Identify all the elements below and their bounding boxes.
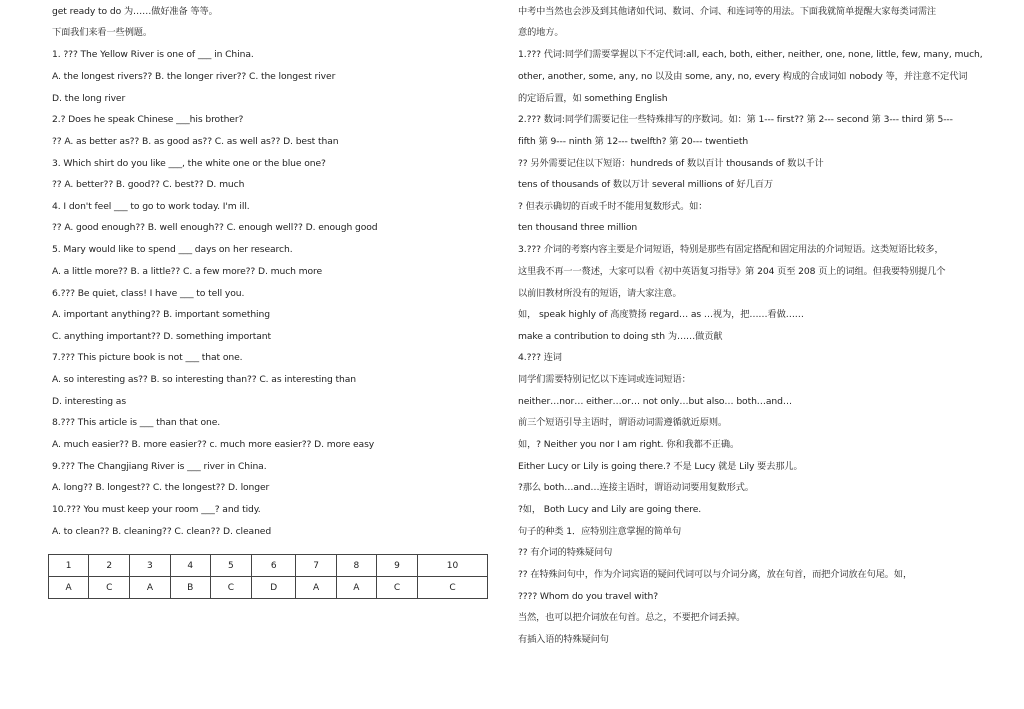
option-line: ?? A. as better as?? B. as good as?? C. as well as?? D. best than xyxy=(52,136,339,147)
answer-cell: D xyxy=(251,577,296,599)
text-line: tens of thousands of 数以万计 several millions of 好几百万 xyxy=(518,179,773,190)
text-line: 如， speak highly of 高度赞扬 regard… as …视为，把……看做…… xyxy=(518,309,804,320)
text-line: 2.??? 数词:同学们需要记住一些特殊排写的序数词。如：第 1--- first?? 第 2--- second 第 3--- third 第 5--- xyxy=(518,114,953,125)
answer-cell: C xyxy=(377,577,418,599)
text-line: 3.??? 介词的考察内容主要是介词短语，特别是那些有固定搭配和固定用法的介词短语。这类短语比较多， xyxy=(518,244,944,255)
answer-cell: A xyxy=(49,577,89,599)
option-line: A. a little more?? B. a little?? C. a few more?? D. much more xyxy=(52,266,323,277)
text-line: 的定语后置，如 something English xyxy=(518,93,668,104)
text-line: 下面我们来看一些例题。 xyxy=(52,27,152,38)
question-number-cell: 5 xyxy=(210,555,251,577)
option-line: A. much easier?? B. more easier?? c. much more easier?? D. more easy xyxy=(52,439,375,450)
text-line: 1.??? 代词:同学们需要掌握以下不定代词:all, each, both, either, neither, one, none, little, few, many, much, xyxy=(518,49,983,60)
answer-cell: B xyxy=(170,577,210,599)
text-line: 同学们需要特别记忆以下连词或连词短语： xyxy=(518,374,691,385)
answer-table xyxy=(48,554,488,599)
question-number-cell: 10 xyxy=(418,555,488,577)
answer-table-header-row xyxy=(49,555,488,577)
text-line: 中考中当然也会涉及到其他诸如代词、数词、介词、和连词等的用法。下面我就简单提醒大家每类词需注 xyxy=(518,6,937,17)
text-line: 以前旧教材所没有的短语，请大家注意。 xyxy=(518,288,682,299)
text-line: fifth 第 9--- ninth 第 12--- twelfth? 第 20--- twentieth xyxy=(518,136,749,147)
question-number-cell: 1 xyxy=(49,555,89,577)
option-line: A. the longest rivers?? B. the longer river?? C. the longest river xyxy=(52,71,336,82)
question-line: 1. ??? The Yellow River is one of ___ in China. xyxy=(52,49,254,60)
text-line: 前三个短语引导主语时，谓语动词需遵循就近原则。 xyxy=(518,417,728,428)
question-line: 3. Which shirt do you like ___, the white one or the blue one? xyxy=(52,158,326,169)
answer-cell: C xyxy=(89,577,130,599)
text-line: ten thousand three million xyxy=(518,222,638,233)
option-line: A. to clean?? B. cleaning?? C. clean?? D. cleaned xyxy=(52,526,272,537)
question-number-cell: 6 xyxy=(251,555,296,577)
text-line: Either Lucy or Lily is going there.? 不是 Lucy 就是 Lily 要去那儿。 xyxy=(518,461,803,472)
text-line: 如，? Neither you nor I am right. 你和我都不正确。 xyxy=(518,439,740,450)
option-line: A. important anything?? B. important something xyxy=(52,309,270,320)
question-line: 9.??? The Changjiang River is ___ river in China. xyxy=(52,461,267,472)
option-line: A. long?? B. longest?? C. the longest?? D. longer xyxy=(52,482,270,493)
text-line: 4.??? 连词 xyxy=(518,352,562,363)
text-line: 句子的种类 1．应特别注意掌握的简单句 xyxy=(518,526,682,537)
option-line: D. interesting as xyxy=(52,396,127,407)
option-line: ?? A. better?? B. good?? C. best?? D. much xyxy=(52,179,245,190)
answer-table-answer-row xyxy=(49,577,488,599)
question-line: 8.??? This article is ___ than that one. xyxy=(52,417,221,428)
text-line: 意的地方。 xyxy=(518,27,564,38)
text-line: ???? Whom do you travel with? xyxy=(518,591,659,602)
question-line: 7.??? This picture book is not ___ that one. xyxy=(52,352,243,363)
question-line: 5. Mary would like to spend ___ days on her research. xyxy=(52,244,293,255)
question-number-cell: 4 xyxy=(170,555,210,577)
question-number-cell: 9 xyxy=(377,555,418,577)
question-number-cell: 8 xyxy=(336,555,376,577)
answer-cell: A xyxy=(296,577,336,599)
text-line: 这里我不再一一赘述，大家可以看《初中英语复习指导》第 204 页至 208 页上的词组。但我要特别提几个 xyxy=(518,266,946,277)
answer-cell: A xyxy=(130,577,170,599)
question-number-cell: 2 xyxy=(89,555,130,577)
question-line: 2.? Does he speak Chinese ___his brother? xyxy=(52,114,244,125)
question-number-cell: 3 xyxy=(130,555,170,577)
text-line: ? 但表示确切的百或千时不能用复数形式。如： xyxy=(518,201,708,212)
option-line: D. the long river xyxy=(52,93,126,104)
text-line: neither…nor… either…or… not only…but also… both…and… xyxy=(518,396,792,407)
question-line: 4. I don't feel ___ to go to work today. I'm ill. xyxy=(52,201,250,212)
option-line: ?? A. good enough?? B. well enough?? C. enough well?? D. enough good xyxy=(52,222,378,233)
answer-cell: C xyxy=(418,577,488,599)
answer-cell: A xyxy=(336,577,376,599)
text-line: make a contribution to doing sth 为……做贡献 xyxy=(518,331,723,342)
option-line: A. so interesting as?? B. so interesting than?? C. as interesting than xyxy=(52,374,357,385)
question-line: 6.??? Be quiet, class! I have ___ to tell you. xyxy=(52,288,245,299)
text-line: 当然，也可以把介词放在句首。总之，不要把介词丢掉。 xyxy=(518,612,746,623)
text-line: ?? 在特殊问句中，作为介词宾语的疑问代词可以与介词分离，放在句首，而把介词放在句尾。如， xyxy=(518,569,913,580)
text-line: get ready to do 为……做好准备 等等。 xyxy=(52,6,218,17)
option-line: C. anything important?? D. something important xyxy=(52,331,272,342)
text-line: other, another, some, any, no 以及由 some, any, no, every 构成的合成词如 nobody 等，并注意不定代词 xyxy=(518,71,968,82)
question-number-cell: 7 xyxy=(296,555,336,577)
answer-cell: C xyxy=(210,577,251,599)
text-line: ?那么 both…and…连接主语时，谓语动词要用复数形式。 xyxy=(518,482,754,493)
text-line: ?如， Both Lucy and Lily are going there. xyxy=(518,504,702,515)
question-line: 10.??? You must keep your room ___? and tidy. xyxy=(52,504,261,515)
text-line: ?? 另外需要记住以下短语：hundreds of 数以百计 thousands of 数以千计 xyxy=(518,158,824,169)
text-line: ?? 有介词的特殊疑问句 xyxy=(518,547,613,558)
text-line: 有插入语的特殊疑问句 xyxy=(518,634,609,645)
